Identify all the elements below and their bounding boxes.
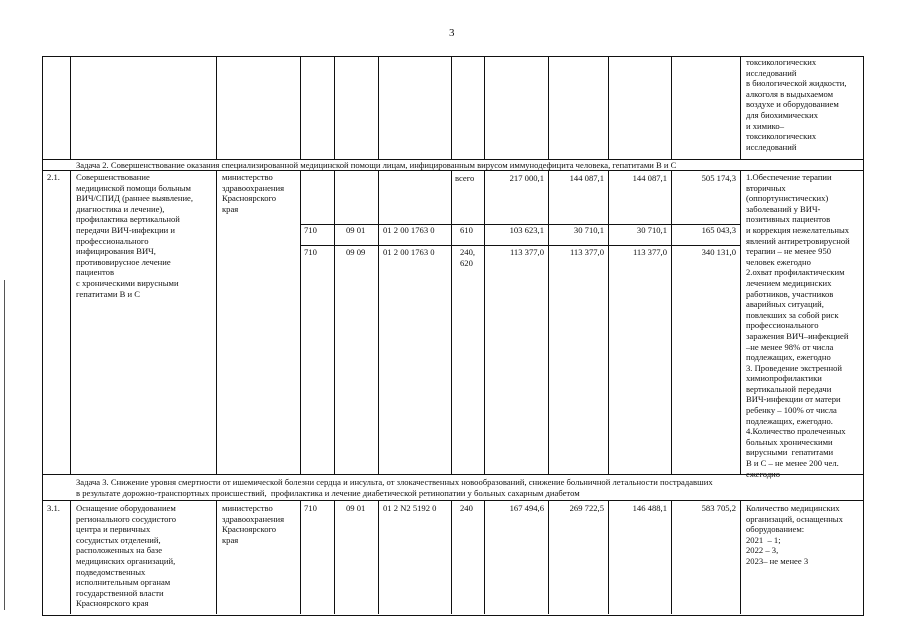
rzpr-cell: 09 09 [346,247,366,257]
amount-total: 340 131,0 [701,247,736,257]
executor-cell: министерство здравоохранения Красноярского края [222,503,285,545]
csr-cell: 01 2 00 1763 0 [383,247,435,257]
vr-cell: 240, 620 [460,247,476,268]
task-heading: Задача 3. Снижение уровня смертности от ишемической болезни сердца и инсульта, от злокачественных новообразований, снижение больничной летальности пострадавших в результате дорожно-транспортных происшествий, профилактика и лечение диабетической ретинопатии у больных сахарным диабетом [76,477,713,498]
column-separator [216,500,217,614]
amount-year1: 113 377,0 [509,247,544,257]
vr-cell: всего [455,173,475,183]
row-separator [300,245,740,246]
column-separator [671,500,672,614]
column-separator [451,170,452,474]
csr-cell: 01 2 00 1763 0 [383,225,435,235]
column-separator [70,170,71,474]
amount-year3: 30 710,1 [636,225,667,235]
column-separator [334,56,335,159]
row-separator [42,474,863,475]
row-number: 2.1. [47,172,60,182]
rzpr-cell: 09 01 [346,503,366,513]
column-separator [671,56,672,159]
column-separator [484,500,485,614]
column-separator [334,170,335,474]
grbs-cell: 710 [304,225,317,235]
column-separator [70,500,71,614]
vr-cell: 240 [460,503,473,513]
row-number: 3.1. [47,503,60,513]
column-separator [334,500,335,614]
amount-total: 583 705,2 [701,503,736,513]
column-separator [70,56,71,159]
amount-year2: 144 087,1 [569,173,604,183]
column-separator [548,170,549,474]
column-separator [608,500,609,614]
column-separator [216,170,217,474]
amount-year2: 269 722,5 [569,503,604,513]
indicator-cell: 1.Обеспечение терапии вторичных (оппортунистических) заболеваний у ВИЧ- позитивных пациентов и коррекция нежелательных явлений антиретровирусной терапии – не менее 950 человек ежегодно 2.охват профилактическим лечением медицинских работников, участников аварийных ситуаций, повлекших за собой риск профессионального заражения ВИЧ–инфекцией –не менее 98% от числа подлежащих, ежегодно 3. Проведение экстренной химиопрофилактики вертикальной передачи ВИЧ-инфекции от матери ребенку – 100% от числа подлежащих, ежегодно. 4.Количество пролеченных больных хроническими вирусными гепатитами В и С – не менее 200 чел. ежегодно [746,172,850,479]
column-separator [378,500,379,614]
grbs-cell: 710 [304,247,317,257]
amount-year2: 113 377,0 [569,247,604,257]
measure-name: Оснащение оборудованием регионального сосудистого центра и первичных сосудистых отделений, расположенных на базе медицинских организаций, подведомственных исполнительным органам государственной власти Красноярского края [76,503,176,609]
amount-year1: 103 623,1 [509,225,544,235]
amount-year1: 167 494,6 [509,503,544,513]
page-number: 3 [449,27,455,39]
grbs-cell: 710 [304,503,317,513]
measure-name: Совершенствование медицинской помощи больным ВИЧ/СПИД (раннее выявление, диагностика и лечение), профилактика вертикальной передачи ВИЧ-инфекции и профессионального инфицирования ВИЧ, противовирусное лечение пациентов с хроническими вирусными гепатитами В и С [76,172,194,299]
amount-year1: 217 000,1 [509,173,544,183]
vr-cell: 610 [460,225,473,235]
column-separator [300,56,301,159]
rzpr-cell: 09 01 [346,225,366,235]
column-separator [740,56,741,159]
column-separator [671,170,672,474]
column-separator [451,56,452,159]
amount-total: 165 043,3 [701,225,736,235]
column-separator [378,56,379,159]
column-separator [216,56,217,159]
amount-year3: 144 087,1 [632,173,667,183]
csr-cell: 01 2 N2 5192 0 [383,503,437,513]
column-separator [548,500,549,614]
task-heading: Задача 2. Совершенствование оказания специализированной медицинской помощи лицам, инфицированным вирусом иммунодефицита человека, гепатитами В и С [76,160,677,170]
column-separator [484,56,485,159]
indicator-cell: токсикологических исследований в биологической жидкости, алкоголя в выдыхаемом воздухе и оборудованием для биохимических и химико– токсикологических исследований [746,57,847,152]
column-separator [300,170,301,474]
column-separator [300,500,301,614]
amount-year3: 146 488,1 [632,503,667,513]
executor-cell: министерство здравоохранения Красноярского края [222,172,285,214]
column-separator [484,170,485,474]
amount-year3: 113 377,0 [632,247,667,257]
scan-margin-line [4,280,5,610]
column-separator [608,56,609,159]
amount-year2: 30 710,1 [573,225,604,235]
column-separator [378,170,379,474]
amount-total: 505 174,3 [701,173,736,183]
column-separator [740,170,741,474]
column-separator [548,56,549,159]
indicator-cell: Количество медицинских организаций, оснащенных оборудованием: 2021 – 1; 2022 – 3, 2023– не менее 3 [746,503,843,566]
column-separator [608,170,609,474]
column-separator [740,500,741,614]
column-separator [451,500,452,614]
